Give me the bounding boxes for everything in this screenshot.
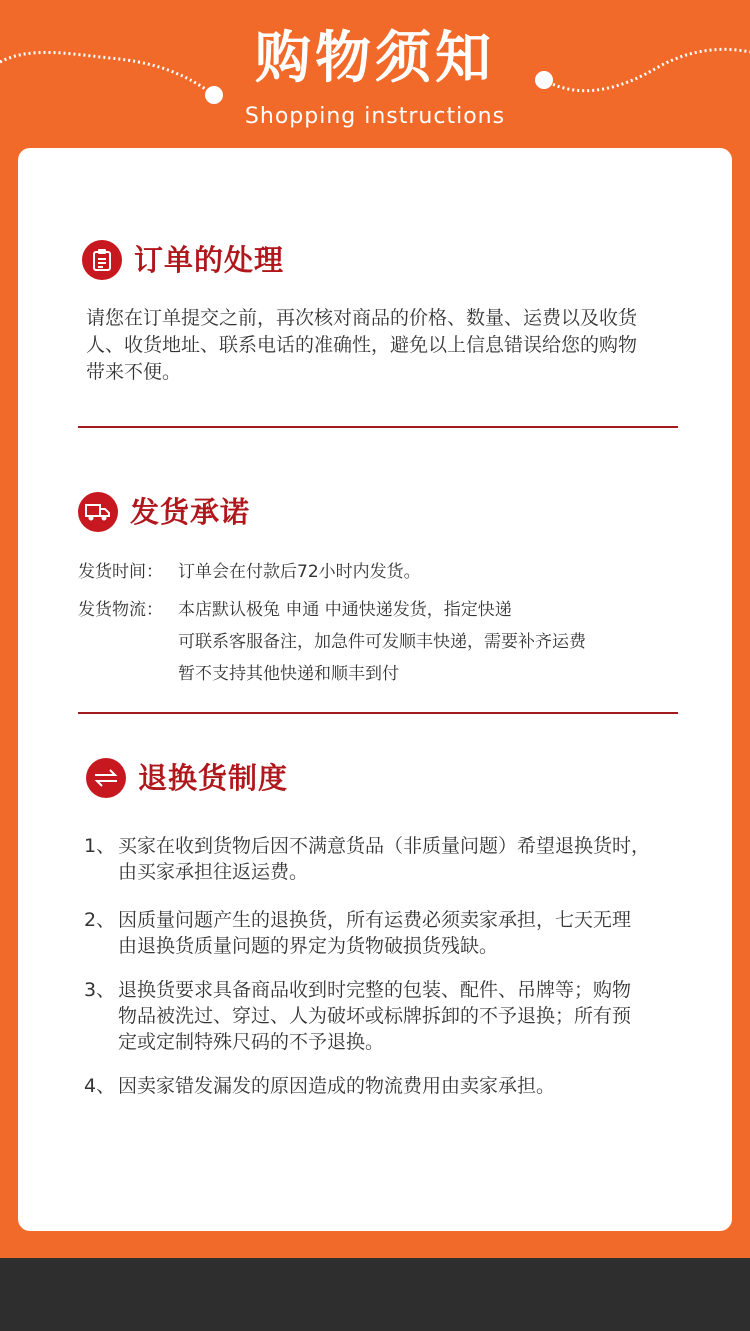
section-divider: [78, 426, 678, 428]
clipboard-icon: [82, 240, 122, 280]
rule-line: 因质量问题产生的退换货，所有运费必须卖家承担，七天无理: [118, 909, 632, 931]
order-text-line: 带来不便。: [86, 361, 182, 383]
rule-text: [118, 977, 684, 1055]
rule-text: [118, 907, 684, 959]
return-rule-item: [84, 833, 684, 885]
page-subtitle: Shopping instructions: [244, 104, 506, 129]
page-title: 购物须知: [255, 26, 495, 91]
truck-icon: [78, 492, 118, 532]
rule-line: 由退换货质量问题的界定为货物破损货残缺。: [118, 935, 499, 957]
rule-line: 买家在收到货物后因不满意货品（非质量问题）希望退换货时，: [118, 835, 651, 857]
rule-number: 3、: [84, 979, 116, 1001]
rule-line: 定或定制特殊尺码的不予退换。: [118, 1031, 385, 1053]
returns-section-header: [86, 758, 288, 798]
header: [0, 0, 750, 150]
rule-line: 因卖家错发漏发的原因造成的物流费用由卖家承担。: [118, 1075, 556, 1097]
order-text-line: 请您在订单提交之前，再次核对商品的价格、数量、运费以及收货: [86, 307, 638, 329]
shipping-time-row: [78, 556, 658, 588]
shipping-logistics-value: [178, 594, 658, 690]
rule-line: 退换货要求具备商品收到时完整的包装、配件、吊牌等；购物: [118, 979, 632, 1001]
exchange-icon: [86, 758, 126, 798]
order-section-text: [86, 305, 686, 386]
rule-number: 4、: [84, 1075, 116, 1097]
order-section-title: 订单的处理: [134, 243, 285, 277]
returns-section-title: 退换货制度: [138, 761, 289, 795]
order-section-header: [82, 240, 284, 280]
rule-line: 由买家承担往返运费。: [118, 861, 309, 883]
rule-text: [118, 1073, 684, 1099]
instructions-card: [18, 148, 732, 1231]
shipping-time-label: 发货时间：: [78, 562, 163, 582]
shipping-logistics-label: 发货物流：: [78, 600, 163, 620]
return-rule-item: [84, 977, 684, 1055]
logistics-line: 本店默认极兔 申通 中通快递发货，指定快递: [178, 600, 512, 620]
shipping-logistics-row: [78, 594, 658, 690]
order-text-line: 人、收货地址、联系电话的准确性，避免以上信息错误给您的购物: [86, 334, 638, 356]
shipping-section-header: [78, 492, 250, 532]
return-rule-item: [84, 1073, 684, 1099]
rule-line: 物品被洗过、穿过、人为破坏或标牌拆卸的不予退换；所有预: [118, 1005, 632, 1027]
shipping-section-title: 发货承诺: [130, 495, 251, 529]
rule-number: 1、: [84, 835, 116, 857]
shipping-time-value: 订单会在付款后72小时内发货。: [178, 562, 421, 582]
footer-bar: [0, 1258, 750, 1331]
section-divider: [78, 712, 678, 714]
rule-number: 2、: [84, 909, 116, 931]
logistics-line: 可联系客服备注，加急件可发顺丰快递，需要补齐运费: [178, 632, 586, 652]
rule-text: [118, 833, 684, 885]
return-rule-item: [84, 907, 684, 959]
logistics-line: 暂不支持其他快递和顺丰到付: [178, 664, 399, 684]
